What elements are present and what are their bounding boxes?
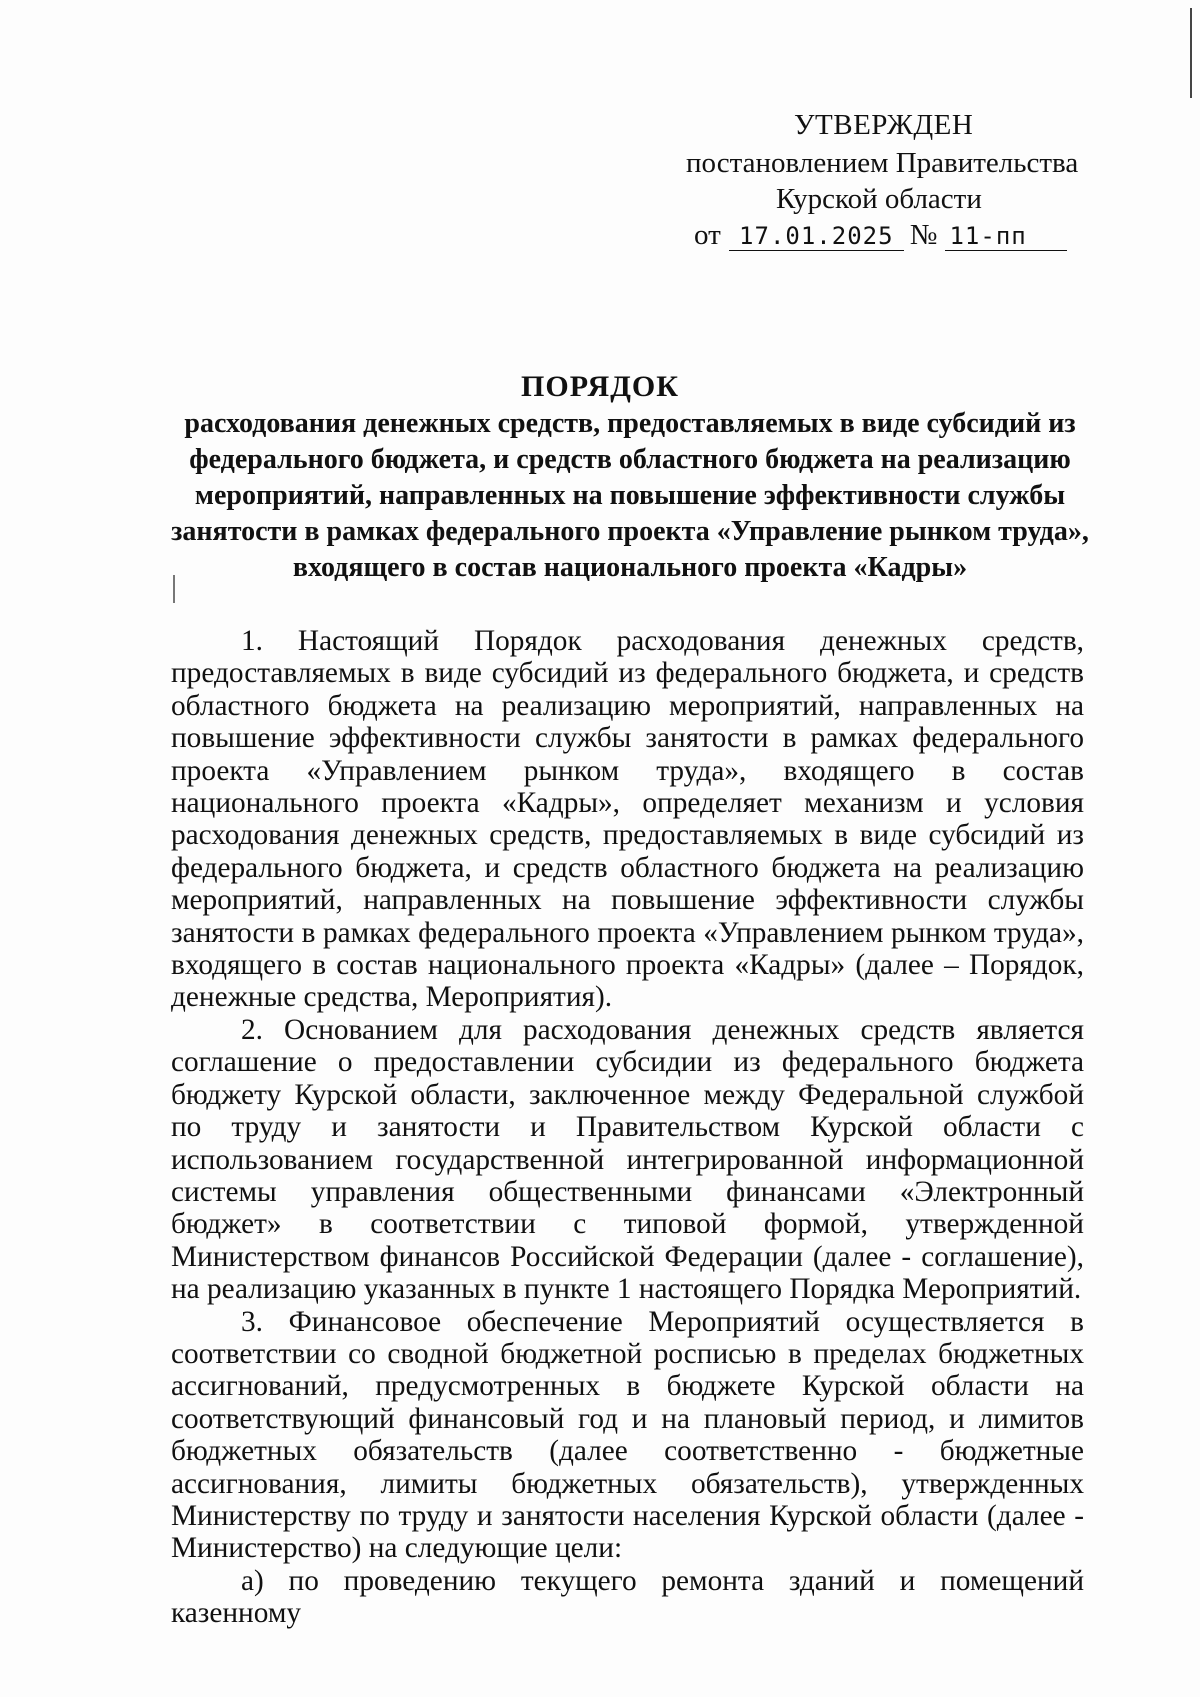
paragraph-2: 2. Основанием для расходования денежных средств является соглашение о предоставлении субсидии из федерального бюджета бюджету Курской области, заключенное между Федеральной службой по труду и занятости и Правительством Курской области с использованием государственной интегрированной информационной системы управления общественными финансами «Электронный бюджет» в соответствии с типовой формой, утвержденной Министерством финансов Российской Федерации (далее - соглашение), на реализацию указанных в пункте 1 настоящего Порядка Мероприятий. [171,1013,1084,1306]
scan-edge-mark [1190,8,1192,98]
approval-issuer: постановлением Правительства [686,147,1079,179]
paragraph-3a: а) по проведению текущего ремонта зданий и помещений казенному [171,1564,1084,1630]
document-subtitle: расходования денежных средств, предоставляемых в виде субсидий из федерального бюджета, и средств областного бюджета на реализацию мероприятий, направленных на повышение эффективности службы занятости в рамках федерального проекта «Управление рынком труда», входящего в состав национального проекта «Кадры» [171,408,1089,583]
number-prefix: № [909,219,938,251]
paragraph-1: 1. Настоящий Порядок расходования денежных средств, предоставляемых в виде субсидий из федерального бюджета, и средств областного бюджета на реализацию мероприятий, направленных на повышение эффективности службы занятости в рамках федерального проекта «Управлением рынком труда», входящего в состав национального проекта «Кадры», определяет механизм и условия расходования денежных средств, предоставляемых в виде субсидий из федерального бюджета, и средств областного бюджета на реализацию мероприятий, направленных на повышение эффективности службы занятости в рамках федерального проекта «Управлением рынком труда», входящего в состав национального проекта «Кадры» (далее – Порядок, денежные средства, Мероприятия). [171,625,1084,1014]
paragraph-3: 3. Финансовое обеспечение Мероприятий осуществляется в соответствии со сводной бюджетной росписью в пределах бюджетных ассигнований, предусмотренных в бюджете Курской области на соответствующий финансовый год и на плановый период, и лимитов бюджетных обязательств (далее соответственно - бюджетные ассигнования, лимиты бюджетных обязательств), утвержденных Министерству по труду и занятости населения Курской области (далее - Министерство) на следующие цели: [171,1305,1084,1565]
document-body [171,625,1084,1630]
date-prefix: от [694,219,721,251]
document-title: ПОРЯДОК [521,370,679,403]
approval-title: УТВЕРЖДЕН [794,109,974,141]
approval-date-number [694,218,1067,252]
approval-date: 17.01.2025 [729,222,904,251]
approval-region: Курской области [776,183,982,215]
approval-number: 11-пп [945,222,1067,251]
